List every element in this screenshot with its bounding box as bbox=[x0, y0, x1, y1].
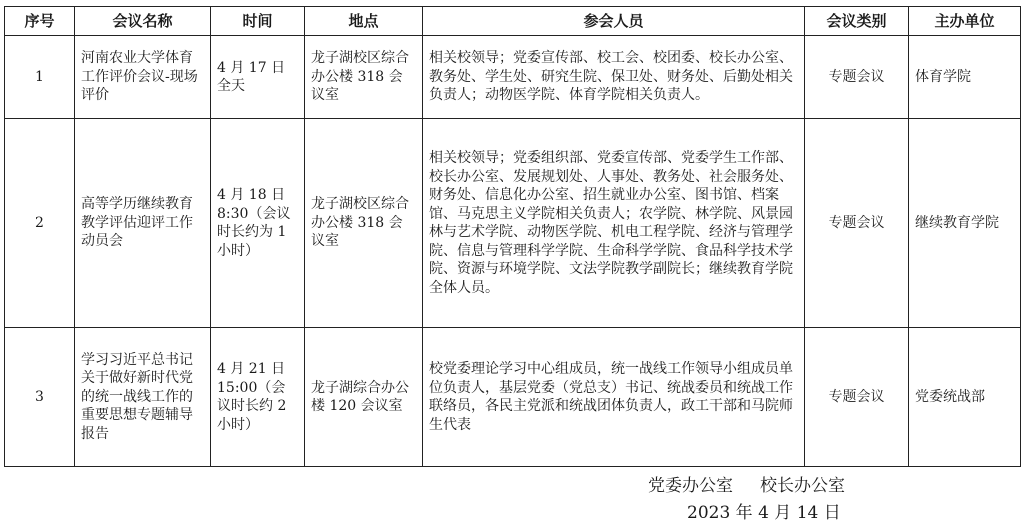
cell-category: 专题会议 bbox=[805, 119, 909, 328]
cell-place: 龙子湖校区综合办公楼 318 会议室 bbox=[305, 119, 423, 328]
cell-name: 高等学历继续教育教学评估迎评工作动员会 bbox=[75, 119, 211, 328]
table-row bbox=[5, 328, 1021, 467]
cell-host: 体育学院 bbox=[909, 36, 1021, 119]
cell-time: 4 月 21 日 15:00（会议时长约 2 小时） bbox=[211, 328, 305, 467]
cell-name: 河南农业大学体育工作评价会议-现场评价 bbox=[75, 36, 211, 119]
issue-date: 2023 年 4 月 14 日 bbox=[687, 503, 841, 523]
header-place: 地点 bbox=[305, 7, 423, 36]
cell-place: 龙子湖综合办公楼 120 会议室 bbox=[305, 328, 423, 467]
header-time: 时间 bbox=[211, 7, 305, 36]
cell-host: 党委统战部 bbox=[909, 328, 1021, 467]
table-header-row bbox=[5, 7, 1021, 36]
header-host: 主办单位 bbox=[909, 7, 1021, 36]
header-people: 参会人员 bbox=[423, 7, 805, 36]
cell-category: 专题会议 bbox=[805, 36, 909, 119]
table-row bbox=[5, 119, 1021, 328]
cell-people: 相关校领导；党委宣传部、校工会、校团委、校长办公室、教务处、学生处、研究生院、保卫处、财务处、后勤处相关负责人；动物医学院、体育学院相关负责人。 bbox=[423, 36, 805, 119]
table-row bbox=[5, 36, 1021, 119]
cell-no: 3 bbox=[5, 328, 75, 467]
cell-no: 1 bbox=[5, 36, 75, 119]
meeting-schedule-table bbox=[4, 6, 1021, 467]
cell-time: 4 月 18 日 8:30（会议时长约为 1 小时） bbox=[211, 119, 305, 328]
cell-category: 专题会议 bbox=[805, 328, 909, 467]
header-category: 会议类别 bbox=[805, 7, 909, 36]
cell-people: 相关校领导；党委组织部、党委宣传部、党委学生工作部、校长办公室、发展规划处、人事处、教务处、社会服务处、财务处、信息化办公室、招生就业办公室、图书馆、档案馆、马克思主义学院相关负责人；农学院、林学院、风景园林与艺术学院、动物医学院、机电工程学院、经济与管理学院、信息与管理科学学院、生命科学学院、食品科学技术学院、资源与环境学院、文法学院教学副院长；继续教育学院全体人员。 bbox=[423, 119, 805, 328]
header-no: 序号 bbox=[5, 7, 75, 36]
cell-host: 继续教育学院 bbox=[909, 119, 1021, 328]
cell-time: 4 月 17 日全天 bbox=[211, 36, 305, 119]
header-name: 会议名称 bbox=[75, 7, 211, 36]
cell-no: 2 bbox=[5, 119, 75, 328]
cell-name: 学习习近平总书记关于做好新时代党的统一战线工作的重要思想专题辅导报告 bbox=[75, 328, 211, 467]
issuing-offices: 党委办公室 校长办公室 bbox=[648, 476, 846, 496]
cell-people: 校党委理论学习中心组成员，统一战线工作领导小组成员单位负责人，基层党委（党总支）书记、统战委员和统战工作联络员，各民主党派和统战团体负责人，政工干部和马院师生代表 bbox=[423, 328, 805, 467]
cell-place: 龙子湖校区综合办公楼 318 会议室 bbox=[305, 36, 423, 119]
